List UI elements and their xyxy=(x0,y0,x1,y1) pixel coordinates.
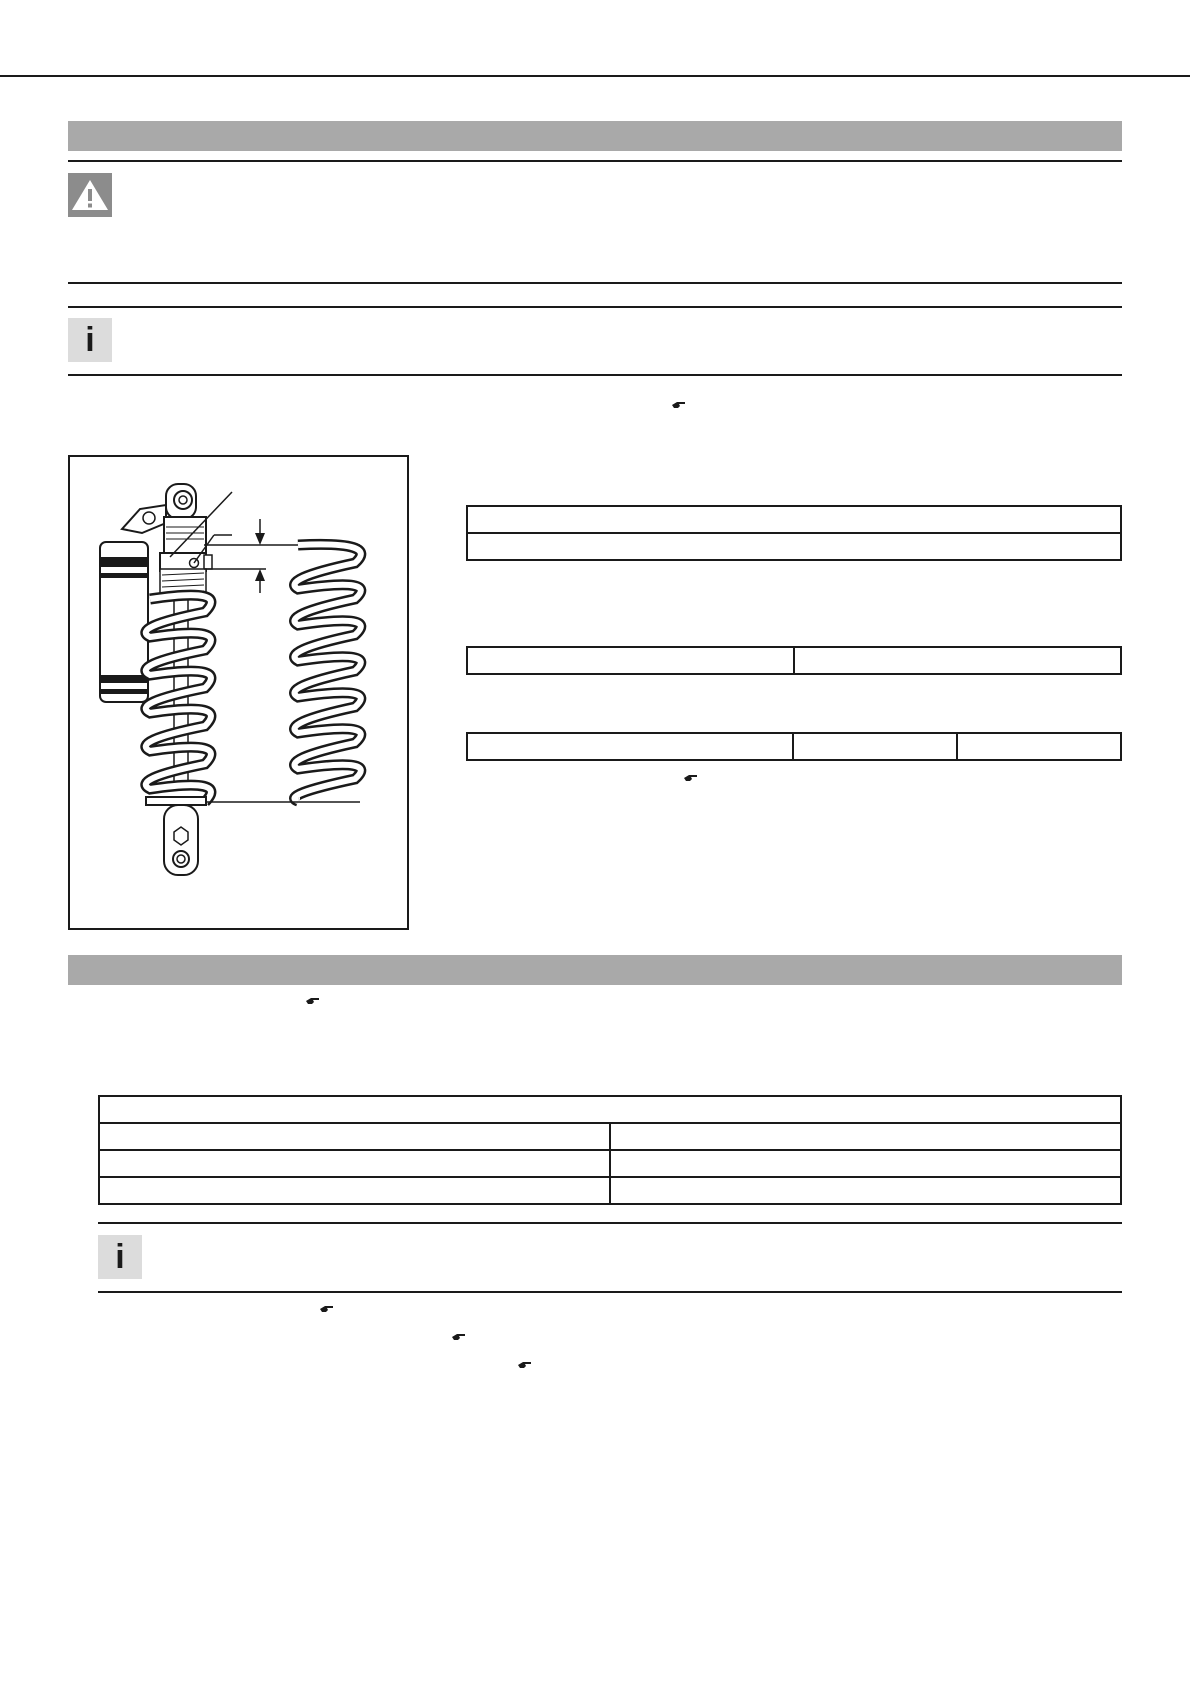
table-cell xyxy=(99,1150,610,1177)
shock-absorber-drawing xyxy=(70,457,407,928)
info-glyph: i xyxy=(85,321,95,359)
warning-bottom-rule xyxy=(68,282,1122,284)
warning-triangle-icon xyxy=(68,173,112,217)
table-cell xyxy=(99,1096,1121,1123)
info-bottom-rule-1 xyxy=(68,374,1122,376)
table-row xyxy=(99,1096,1121,1123)
info-icon xyxy=(68,318,112,362)
table-cell xyxy=(99,1123,610,1150)
table-cell xyxy=(467,533,1121,560)
info-top-rule-2 xyxy=(98,1222,1122,1224)
warning-top-rule xyxy=(68,160,1122,162)
table-cell xyxy=(793,733,957,760)
spec-table-3 xyxy=(466,732,1122,761)
info-top-rule-1 xyxy=(68,306,1122,308)
table-cell xyxy=(610,1150,1121,1177)
table-row xyxy=(99,1123,1121,1150)
spec-table-1 xyxy=(466,505,1122,561)
pointing-hand-icon xyxy=(320,1301,334,1311)
table-cell xyxy=(610,1177,1121,1204)
info-bottom-rule-2 xyxy=(98,1291,1122,1293)
section-header-bar-2 xyxy=(68,955,1122,985)
table-cell xyxy=(610,1123,1121,1150)
pointing-hand-icon xyxy=(518,1357,532,1367)
table-cell xyxy=(467,733,793,760)
pointing-hand-icon xyxy=(684,770,698,780)
table-cell xyxy=(957,733,1121,760)
info-icon xyxy=(98,1235,142,1279)
info-glyph: i xyxy=(115,1238,125,1276)
table-row xyxy=(467,533,1121,560)
table-cell xyxy=(467,647,794,674)
table-row xyxy=(467,506,1121,533)
table-cell xyxy=(794,647,1121,674)
section-header-bar-1 xyxy=(68,121,1122,151)
pointing-hand-icon xyxy=(306,993,320,1003)
pointing-hand-icon xyxy=(672,397,686,407)
table-row xyxy=(99,1177,1121,1204)
table-cell xyxy=(99,1177,610,1204)
table-row xyxy=(467,733,1121,760)
page-top-rule xyxy=(0,75,1190,77)
table-cell xyxy=(467,506,1121,533)
shock-absorber-figure xyxy=(68,455,409,930)
pointing-hand-icon xyxy=(452,1329,466,1339)
spec-table-4 xyxy=(98,1095,1122,1205)
table-row xyxy=(467,647,1121,674)
table-row xyxy=(99,1150,1121,1177)
spec-table-2 xyxy=(466,646,1122,675)
